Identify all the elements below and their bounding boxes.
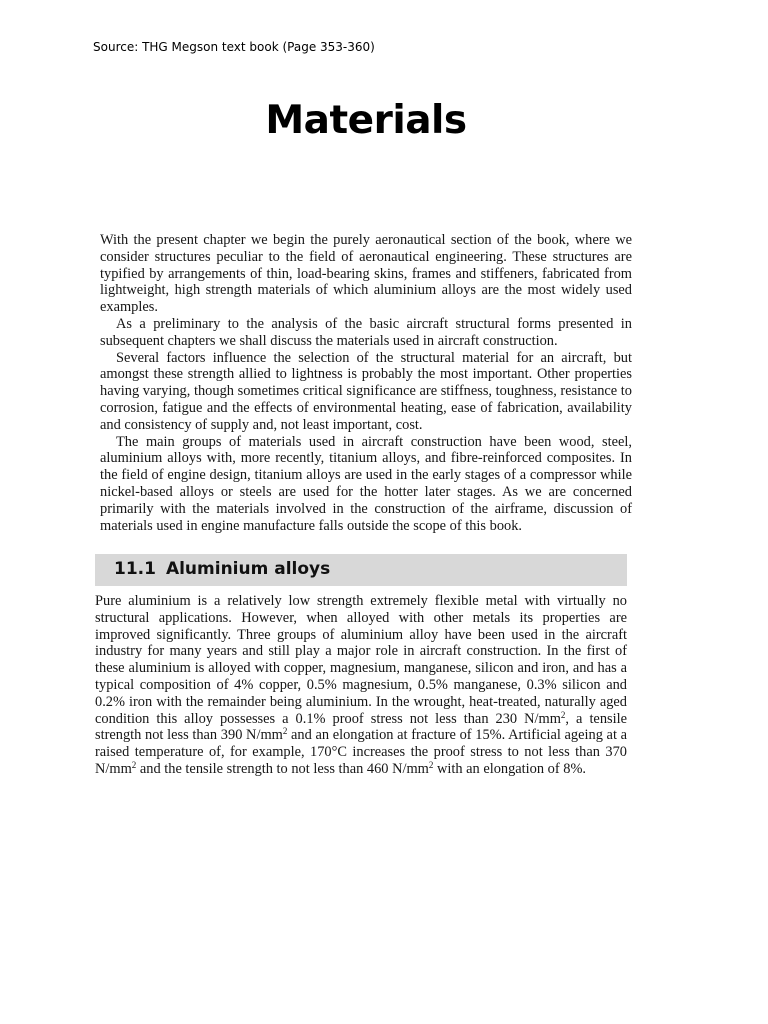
exponent: 2 (131, 759, 137, 770)
exponent: 2 (428, 759, 434, 770)
intro-paragraph: With the present chapter we begin the purely aeronautical section of the book, where we consider structures peculiar to the field of aeronautical engineering. These structures are typified by arrangements of thin, load-bearing skins, frames and stiffeners, fabricated from lightweight, high strength materials of which aluminium alloys are the most widely used examples. (100, 232, 632, 316)
body-text: and the tensile strength to not less than 460 N/mm (136, 760, 429, 777)
page-title: Materials (265, 98, 467, 143)
section-body (95, 593, 627, 778)
body-text: and an elongation at fracture of 15%. Artificial ageing at a raised temperature of, for example, 170°C increases the proof stress to not less than 370 N/mm (95, 727, 628, 777)
exponent: 2 (560, 709, 566, 720)
intro-text (100, 232, 632, 534)
section-title: Aluminium alloys (165, 559, 331, 579)
intro-paragraph: As a preliminary to the analysis of the basic aircraft structural forms presented in subsequent chapters we shall discuss the materials used in aircraft construction. (100, 315, 632, 349)
body-text: with an elongation of 8%. (433, 760, 587, 777)
exponent: 2 (282, 726, 288, 737)
section-header-bar (95, 554, 627, 586)
section-heading (114, 559, 330, 579)
body-text: Pure aluminium is a relatively low strength extremely flexible metal with virtually no structural applications. However, when alloyed with other metals its properties are improved significantly. Three groups of aluminium alloy have been used in the aircraft industry for many years and still play a major role in aircraft construction. In the first of these aluminium is alloyed with copper, magnesium, manganese, silicon and iron, and has a typical composition of 4% copper, 0.5% magnesium, 0.5% manganese, 0.3% silicon and 0.2% iron with the remainder being aluminium. In the wrought, heat-treated, naturally aged condition this alloy possesses a 0.1% proof stress not less than 230 N/mm (95, 593, 627, 727)
intro-paragraph: The main groups of materials used in aircraft construction have been wood, steel, aluminium alloys with, more recently, titanium alloys, and fibre-reinforced composites. In the field of engine design, titanium alloys are used in the early stages of a compressor while nickel-based alloys or steels are used for the hotter later stages. As we are concerned primarily with the materials involved in the construction of the airframe, discussion of materials used in engine manufacture falls outside the scope of this book. (100, 433, 632, 534)
source-note: Source: THG Megson text book (Page 353-360) (93, 40, 375, 54)
section-number: 11.1 (114, 559, 156, 579)
body-text: , a tensile strength not less than 390 N/mm (95, 710, 628, 744)
section-paragraph (95, 593, 627, 778)
intro-paragraph: Several factors influence the selection of the structural material for an aircraft, but amongst these strength allied to lightness is probably the most important. Other properties having varying, though sometimes critical significance are stiffness, toughness, resistance to corrosion, fatigue and the effects of environmental heating, ease of fabrication, availability and consistency of supply and, not least important, cost. (100, 349, 632, 433)
